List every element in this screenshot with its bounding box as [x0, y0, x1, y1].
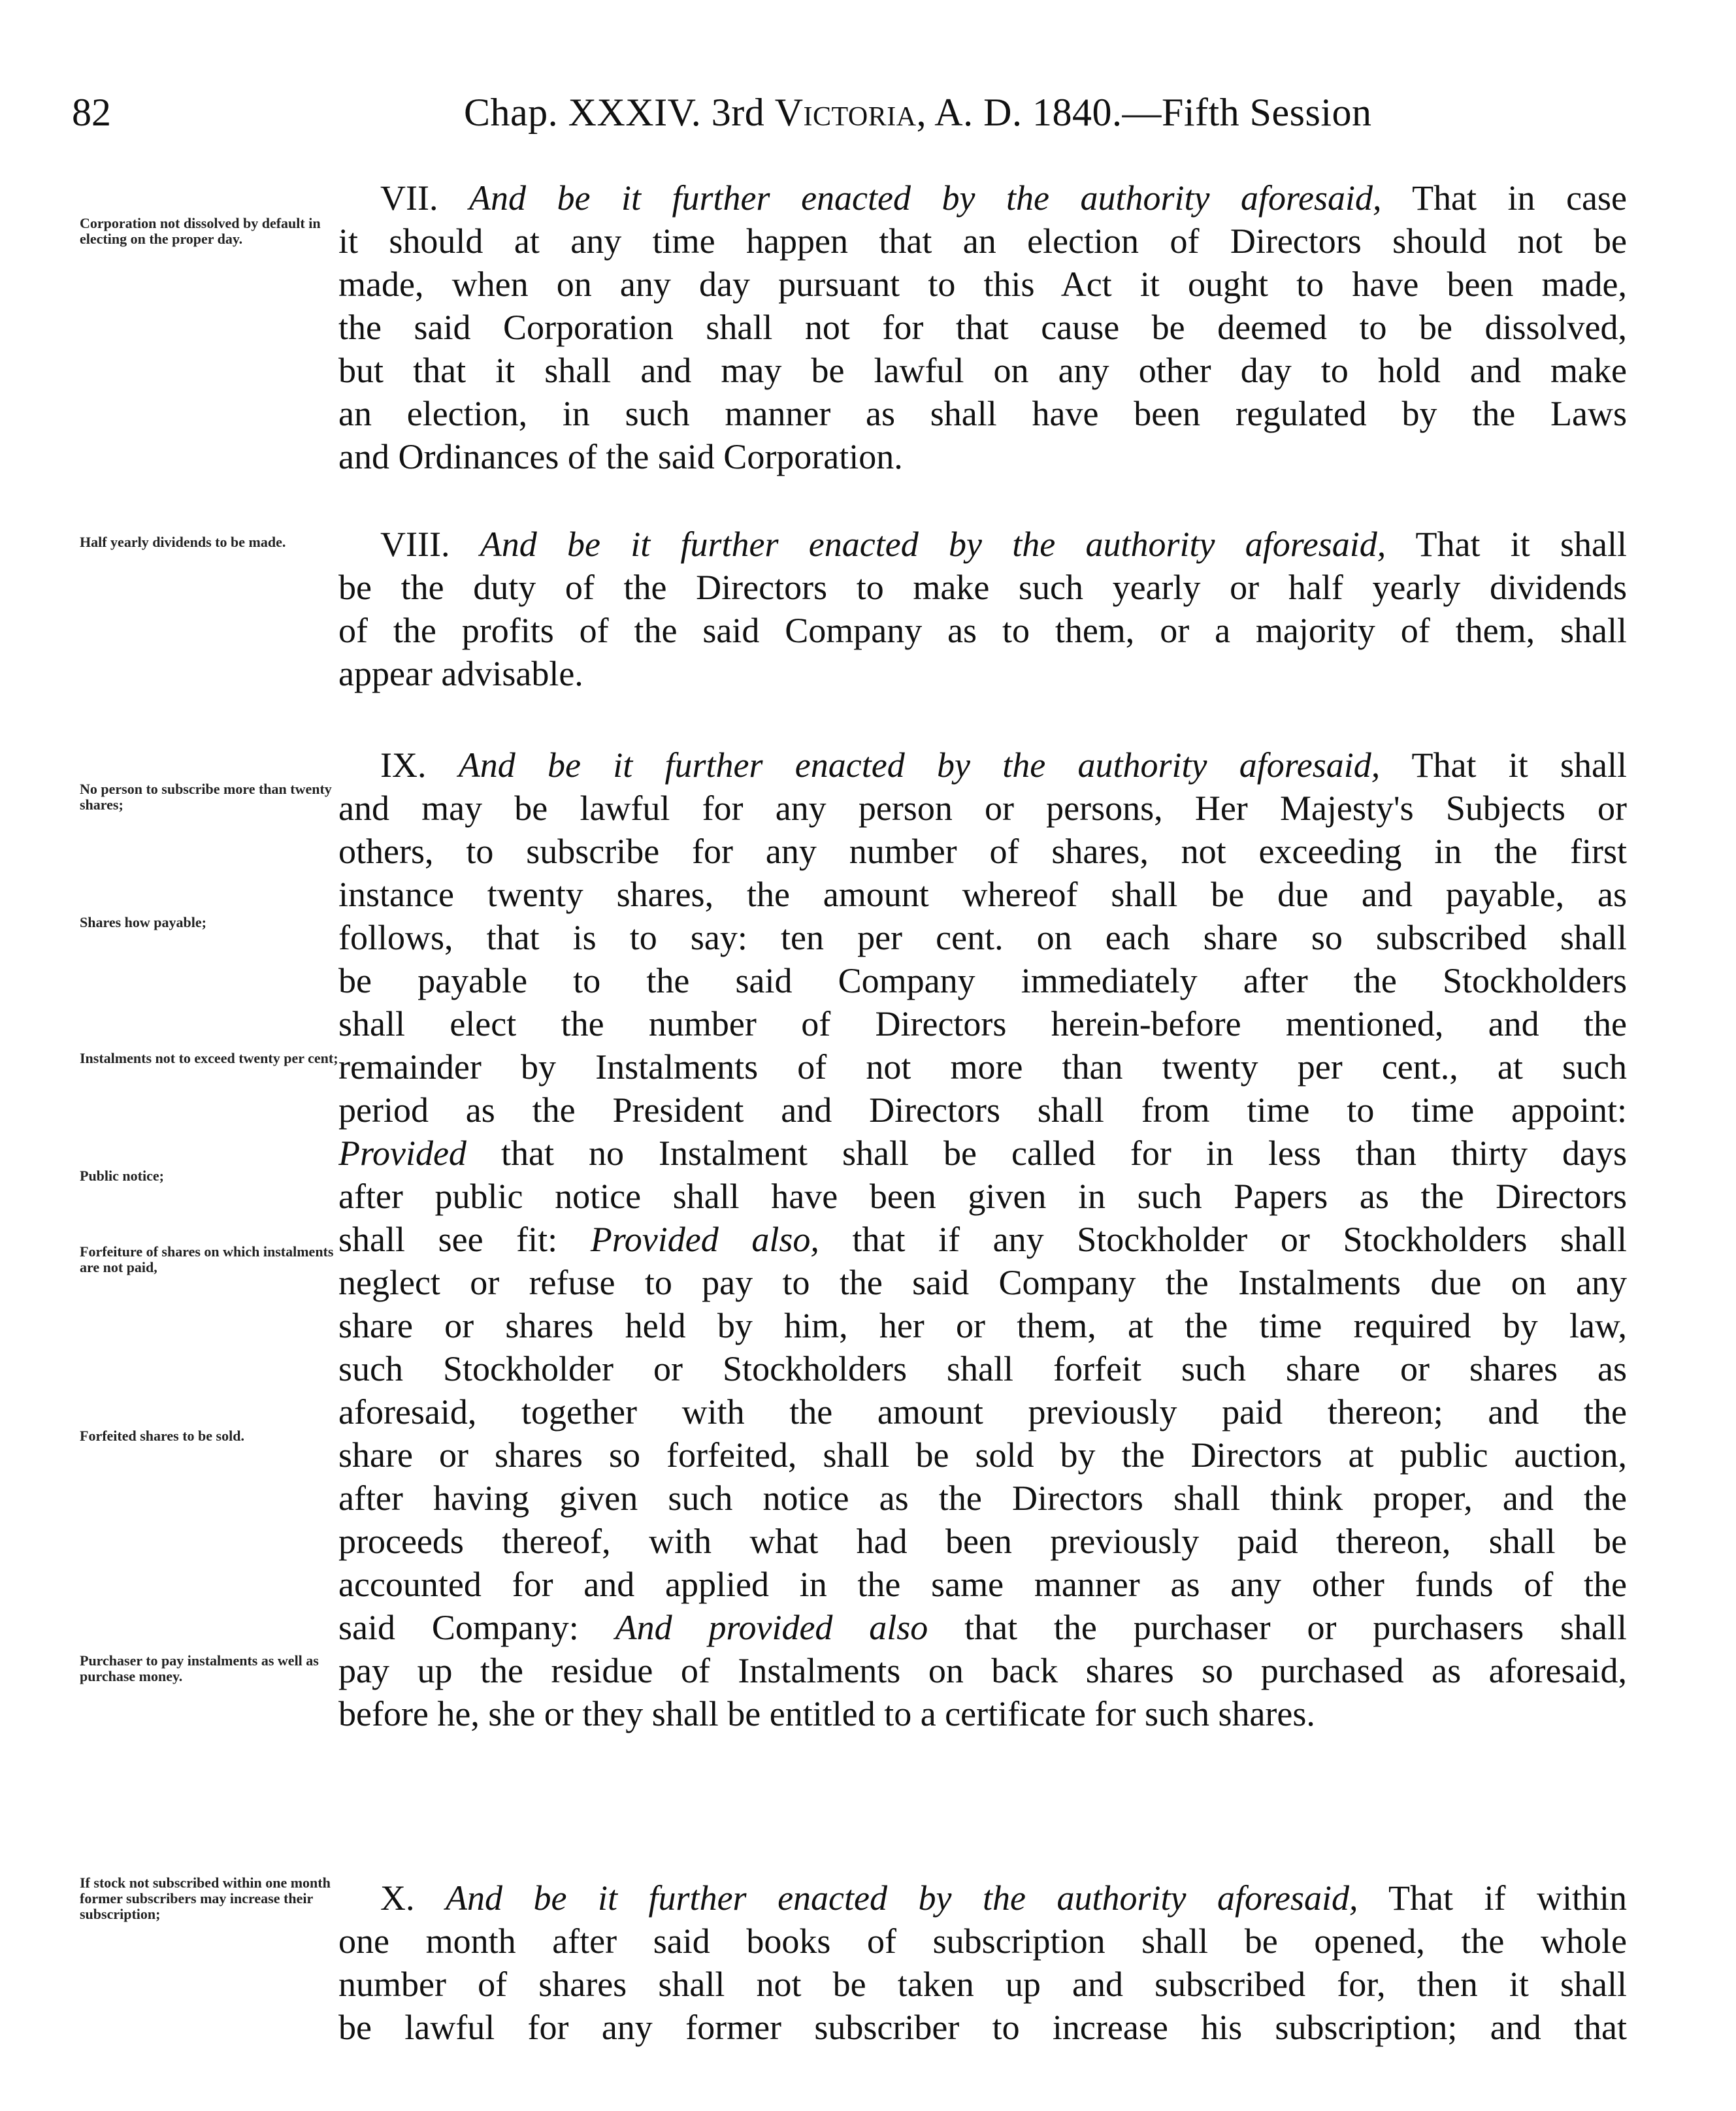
text-line: neglect or refuse to pay to the said Company the Instalments due on any: [338, 1263, 1627, 1302]
text-line: others, to subscribe for any number of shares, not exceeding in the first: [338, 832, 1627, 871]
text-line: one month after said books of subscription shall be opened, the whole: [338, 1922, 1627, 1961]
margin-note: Public notice;: [80, 1168, 164, 1184]
text-line: IX. And be it further enacted by the authority aforesaid, That it shall: [380, 745, 1627, 785]
text-line: shall elect the number of Directors herein-before mentioned, and the: [338, 1004, 1627, 1043]
margin-note: Half yearly dividends to be made.: [80, 534, 286, 550]
text-line: share or shares so forfeited, shall be sold by the Directors at public auction,: [338, 1435, 1627, 1475]
text-line: be the duty of the Directors to make such yearly or half yearly dividends: [338, 568, 1627, 607]
text-line: aforesaid, together with the amount previously paid thereon; and the: [338, 1392, 1627, 1432]
text-line: instance twenty shares, the amount whereof shall be due and payable, as: [338, 875, 1627, 914]
text-line: of the profits of the said Company as to them, or a majority of them, shall: [338, 611, 1627, 650]
text-line: such Stockholder or Stockholders shall forfeit such share or shares as: [338, 1349, 1627, 1388]
margin-note: No person to subscribe more than twenty shares;: [80, 781, 332, 813]
margin-note: Forfeiture of shares on which instalments are not paid,: [80, 1243, 334, 1275]
text-line: VII. And be it further enacted by the authority aforesaid, That in case: [380, 178, 1627, 218]
text-line: made, when on any day pursuant to this Act it ought to have been made,: [338, 265, 1627, 304]
margin-note: Corporation not dissolved by default in electing on the proper day.: [80, 215, 321, 247]
text-line: after having given such notice as the Directors shall think proper, and the: [338, 1479, 1627, 1518]
text-line: said Company: And provided also that the purchaser or purchasers shall: [338, 1608, 1627, 1647]
text-line: an election, in such manner as shall have been regulated by the Laws: [338, 394, 1627, 433]
text-line: period as the President and Directors shall from time to time appoint:: [338, 1090, 1627, 1130]
section-x: [338, 1876, 1627, 2049]
text-line: Provided that no Instalment shall be called for in less than thirty days: [338, 1134, 1627, 1173]
text-line: proceeds thereof, with what had been previously paid thereon, shall be: [338, 1522, 1627, 1561]
running-title: Chap. XXXIV. 3rd Victoria, A. D. 1840.—Fifth Session: [464, 91, 1372, 134]
text-line: remainder by Instalments of not more than twenty per cent., at such: [338, 1047, 1627, 1087]
section-viii: [338, 523, 1627, 695]
text-line: shall see fit: Provided also, that if any Stockholder or Stockholders shall: [338, 1220, 1627, 1259]
text-line: appear advisable.: [338, 654, 583, 693]
text-line: accounted for and applied in the same manner as any other funds of the: [338, 1565, 1627, 1604]
text-line: X. And be it further enacted by the authority aforesaid, That if within: [380, 1878, 1627, 1918]
text-line: before he, she or they shall be entitled to a certificate for such shares.: [338, 1694, 1315, 1733]
margin-note: Forfeited shares to be sold.: [80, 1428, 244, 1444]
section-ix: [338, 744, 1627, 1735]
text-line: number of shares shall not be taken up and subscribed for, then it shall: [338, 1965, 1627, 2004]
margin-note: Purchaser to pay instalments as well as purchase money.: [80, 1652, 319, 1684]
page-number: 82: [72, 91, 111, 134]
text-line: it should at any time happen that an election of Directors should not be: [338, 221, 1627, 261]
margin-note: Instalments not to exceed twenty per cent;: [80, 1050, 338, 1066]
section-vii: [338, 176, 1627, 478]
text-line: after public notice shall have been given in such Papers as the Directors: [338, 1177, 1627, 1216]
text-line: pay up the residue of Instalments on back shares so purchased as aforesaid,: [338, 1651, 1627, 1690]
text-line: share or shares held by him, her or them, at the time required by law,: [338, 1306, 1627, 1345]
margin-note: Shares how payable;: [80, 914, 206, 930]
margin-note: If stock not subscribed within one month former subscribers may increase their subscription;: [80, 1874, 331, 1922]
text-line: follows, that is to say: ten per cent. on each share so subscribed shall: [338, 918, 1627, 957]
text-line: be lawful for any former subscriber to increase his subscription; and that: [338, 2008, 1627, 2047]
text-line: the said Corporation shall not for that cause be deemed to be dissolved,: [338, 308, 1627, 347]
text-line: be payable to the said Company immediately after the Stockholders: [338, 961, 1627, 1000]
text-line: and may be lawful for any person or persons, Her Majesty's Subjects or: [338, 789, 1627, 828]
text-line: and Ordinances of the said Corporation.: [338, 437, 903, 476]
text-line: but that it shall and may be lawful on any other day to hold and make: [338, 351, 1627, 390]
page-header: [72, 90, 1653, 149]
text-line: VIII. And be it further enacted by the authority aforesaid, That it shall: [380, 525, 1627, 564]
